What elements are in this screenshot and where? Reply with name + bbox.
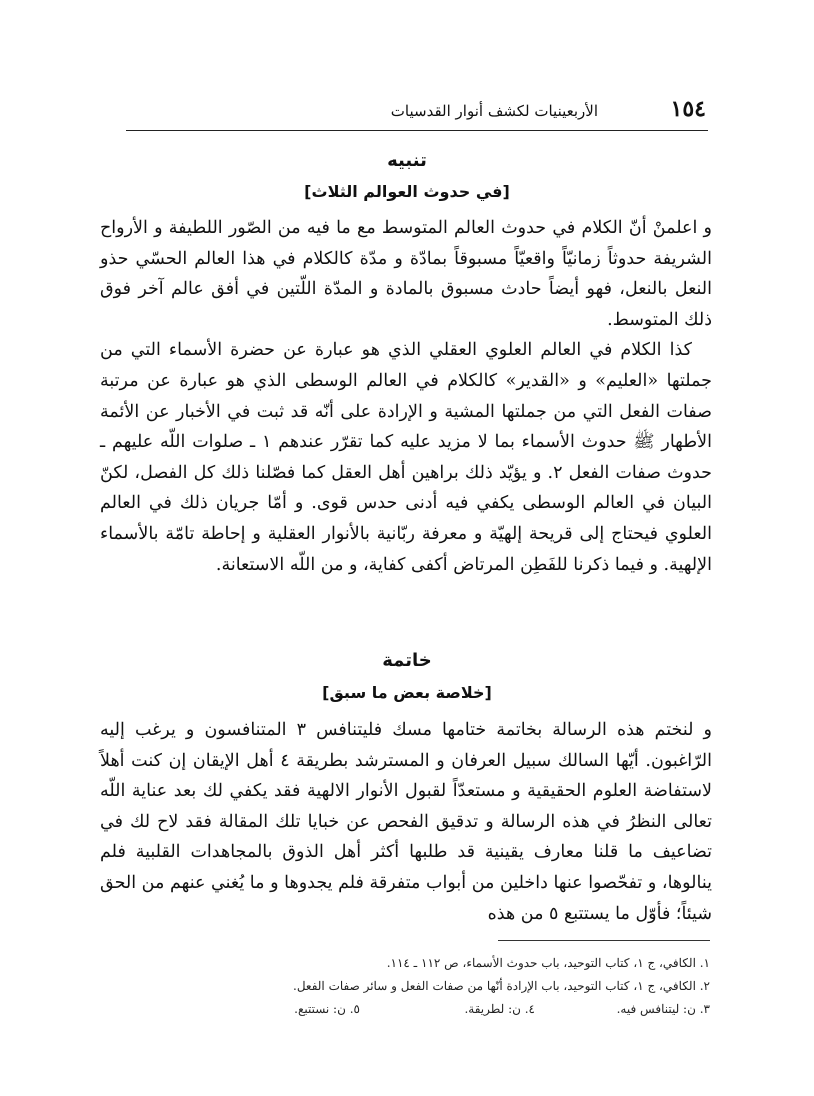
section1-body (100, 213, 712, 580)
section-subheading-khulasa: [خلاصة بعض ما سبق] (322, 683, 492, 702)
section1-paragraph-1: و اعلمنْ أنّ الكلام في حدوث العالم المتوسط مع ما فيه من الصّور اللطيفة و الأرواح الشريفة حدوثاً زمانيّاً واقعيّاً مسبوقاً بمادّة و مدّة كالكلام في هذا العالم الحسّي حذو النعل بالنعل، فهو أيضاً حادث مسبوق بالمادة و المدّة اللّتين في أفق عالم آخر فوق ذلك المتوسط. (100, 218, 712, 330)
section2-body (100, 715, 712, 929)
section-heading-tanbih: تنبيه (387, 150, 427, 171)
footnote-1: ١. الكافي، ج ١، كتاب التوحيد، باب حدوث الأسماء، ص ١١٢ ـ ١١٤. (386, 956, 710, 970)
section2-paragraph-1: و لنختم هذه الرسالة بخاتمة ختامها مسك فليتنافس ٣ المتنافسون و يرغب إليه الرّاغبون. أيّها السالك سبيل العرفان و المسترشد بطريقة ٤ أهل الإيقان إن كنت أهلاً لاستفاضة العلوم الحقيقية و مستعدّاً لقبول الأنوار الالهية فقد يكفي لك بعد عناية اللّه تعالى النظرُ في هذه الرسالة و تدقيق الفحص عن خبايا تلك المقالة فقد لاح لك في تضاعيف ما قلنا معارف يقينية قد طلبها أكثر أهل الذوق بالمجاهدات القلبية فلم ينالوها، و تفحّصوا عنها داخلين من أبواب متفرقة فلم يجدوها و ما يُغني عنهم من الحق شيئاً؛ فأوّل ما يستتبع ٥ من هذه (100, 720, 713, 924)
page-header (126, 96, 708, 131)
footnote-row (100, 998, 710, 1021)
footnote-3: ٣. ن: ليتنافس فيه. (616, 1002, 710, 1016)
footnote-5: ٥. ن: نستتبع. (294, 1002, 360, 1016)
section-subheading-hudouth: [في حدوث العوالم الثلاث] (304, 182, 510, 201)
page-number: ١٥٤ (670, 96, 706, 122)
footnote-4: ٤. ن: لطريقة. (464, 1002, 535, 1016)
footnote-divider (498, 940, 710, 941)
footnote-2: ٢. الكافي، ج ١، كتاب التوحيد، باب الإرادة أنّها من صفات الفعل و سائر صفات الفعل. (293, 979, 710, 993)
section-heading-khatima: خاتمة (382, 650, 432, 671)
footnotes (100, 952, 710, 1021)
running-title: الأربعينيات لكشف أنوار القدسيات (390, 102, 598, 120)
section1-paragraph-2: كذا الكلام في العالم العلوي العقلي الذي هو عبارة عن حضرة الأسماء التي من جملتها «العليم» و «القدير» كالكلام في العالم الوسطى الذي هو عبارة عن مرتبة صفات الفعل التي من جملتها المشية و الإرادة على أنّه قد ثبت في الأخبار عن الأئمة الأطهار ﷺ حدوث الأسماء بما لا مزيد عليه كما تقرّر عندهم ١ ـ صلوات اللّه عليهم ـ حدوث صفات الفعل ٢. و يؤيّد ذلك براهين أهل العقل كما فصّلنا ذلك كل الفصل، لكنّ البيان في العالم الوسطى يكفي فيه أدنى حدس قوى. و أمّا جريان ذلك في العالم العلوي فيحتاج إلى قريحة إلهيّة و معرفة ربّانية بالأنوار العقلية و إحاطة تامّة بالأسماء الإلهية. و فيما ذكرنا للفَطِن المرتاض أكفى كفاية، و من اللّه الاستعانة. (100, 340, 712, 575)
